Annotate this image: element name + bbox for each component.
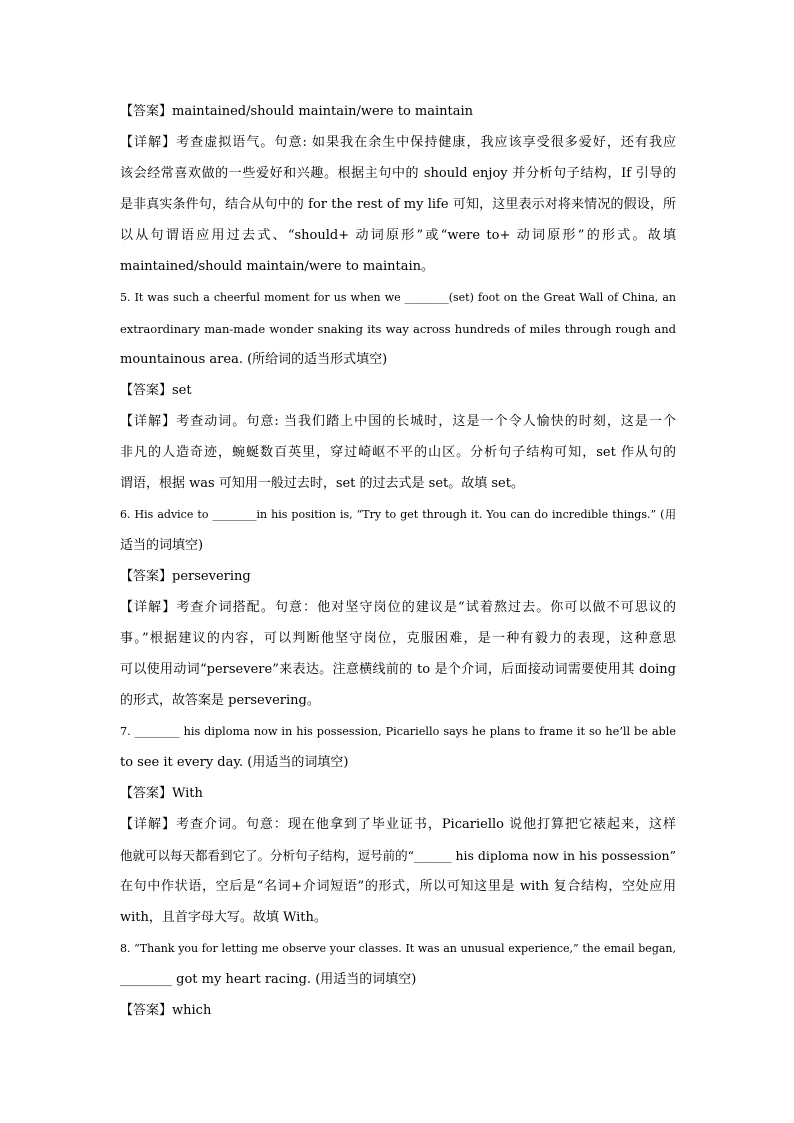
explanation-line: 【详解】考查虚拟语气。句意: 如果我在余生中保持健康，我应该享受很多爱好，还有我应 xyxy=(120,135,676,150)
explanation-line: 【详解】考查动词。句意: 当我们踏上中国的长城时，这是一个令人愉快的时刻，这是一个 xyxy=(120,414,676,429)
explanation-line: with，且首字母大写。故填 With。 xyxy=(120,910,327,925)
explanation-line: 谓语，根据 was 可知用一般过去时，set 的过去式是 set。故填 set。 xyxy=(120,476,524,491)
question-line: 7. ________ his diploma now in his possession, Picariello says he plans to frame it so he’ll be able xyxy=(120,725,676,738)
question-line: 适当的词填空) xyxy=(120,538,204,553)
explanation-line: 是非真实条件句，结合从句中的 for the rest of my life 可知，这里表示对将来情况的假设，所 xyxy=(120,197,676,212)
explanation-line: 在句中作状语，空后是“名词+介词短语”的形式，所以可知这里是 with 复合结构，空处应用 xyxy=(120,879,676,894)
explanation-line: 非凡的人造奇迹，蜿蜒数百英里，穿过崎岖不平的山区。分析句子结构可知，set 作从句的 xyxy=(120,445,676,460)
question-line: ________ got my heart racing. (用适当的词填空) xyxy=(120,972,417,987)
explanation-line: 以从句谓语应用过去式、“should+ 动词原形”或“were to+ 动词原形”的形式。故填 xyxy=(120,228,676,243)
answer-line: 【答案】persevering xyxy=(120,569,251,584)
answer-line: 【答案】which xyxy=(120,1003,212,1018)
explanation-line: 的形式，故答案是 persevering。 xyxy=(120,693,320,708)
answer-line: 【答案】set xyxy=(120,383,192,398)
explanation-line: 【详解】考查介词搭配。句意：他对坚守岗位的建议是“试着熬过去。你可以做不可思议的 xyxy=(120,600,676,615)
explanation-line: 可以使用动词“persevere”来表达。注意横线前的 to 是个介词，后面接动词需要使用其 doing xyxy=(120,662,676,677)
question-line: 6. His advice to ________in his position is, “Try to get through it. You can do incredible things.” (用 xyxy=(120,508,676,521)
answer-line: 【答案】maintained/should maintain/were to maintain xyxy=(120,104,474,119)
document-body xyxy=(120,101,676,1031)
explanation-line: maintained/should maintain/were to maintain。 xyxy=(120,259,435,274)
explanation-line: 他就可以每天都看到它了。分析句子结构，逗号前的“______ his diploma now in his possession” xyxy=(120,848,676,863)
question-line: to see it every day. (用适当的词填空) xyxy=(120,755,349,770)
question-line: 8. “Thank you for letting me observe your classes. It was an unusual experience,” the email began, xyxy=(120,942,676,955)
answer-line: 【答案】With xyxy=(120,786,203,801)
explanation-line: 【详解】考查介词。句意：现在他拿到了毕业证书，Picariello 说他打算把它裱起来，这样 xyxy=(120,817,676,832)
explanation-line: 该会经常喜欢做的一些爱好和兴趣。根据主句中的 should enjoy 并分析句子结构，If 引导的 xyxy=(120,166,676,181)
question-line: mountainous area. (所给词的适当形式填空) xyxy=(120,352,388,367)
question-line: extraordinary man-made wonder snaking its way across hundreds of miles through rough and xyxy=(120,322,676,336)
question-line: 5. It was such a cheerful moment for us when we ________(set) foot on the Great Wall of China, an xyxy=(120,291,676,304)
explanation-line: 事。”根据建议的内容，可以判断他坚守岗位，克服困难，是一种有毅力的表现，这种意思 xyxy=(120,631,676,646)
